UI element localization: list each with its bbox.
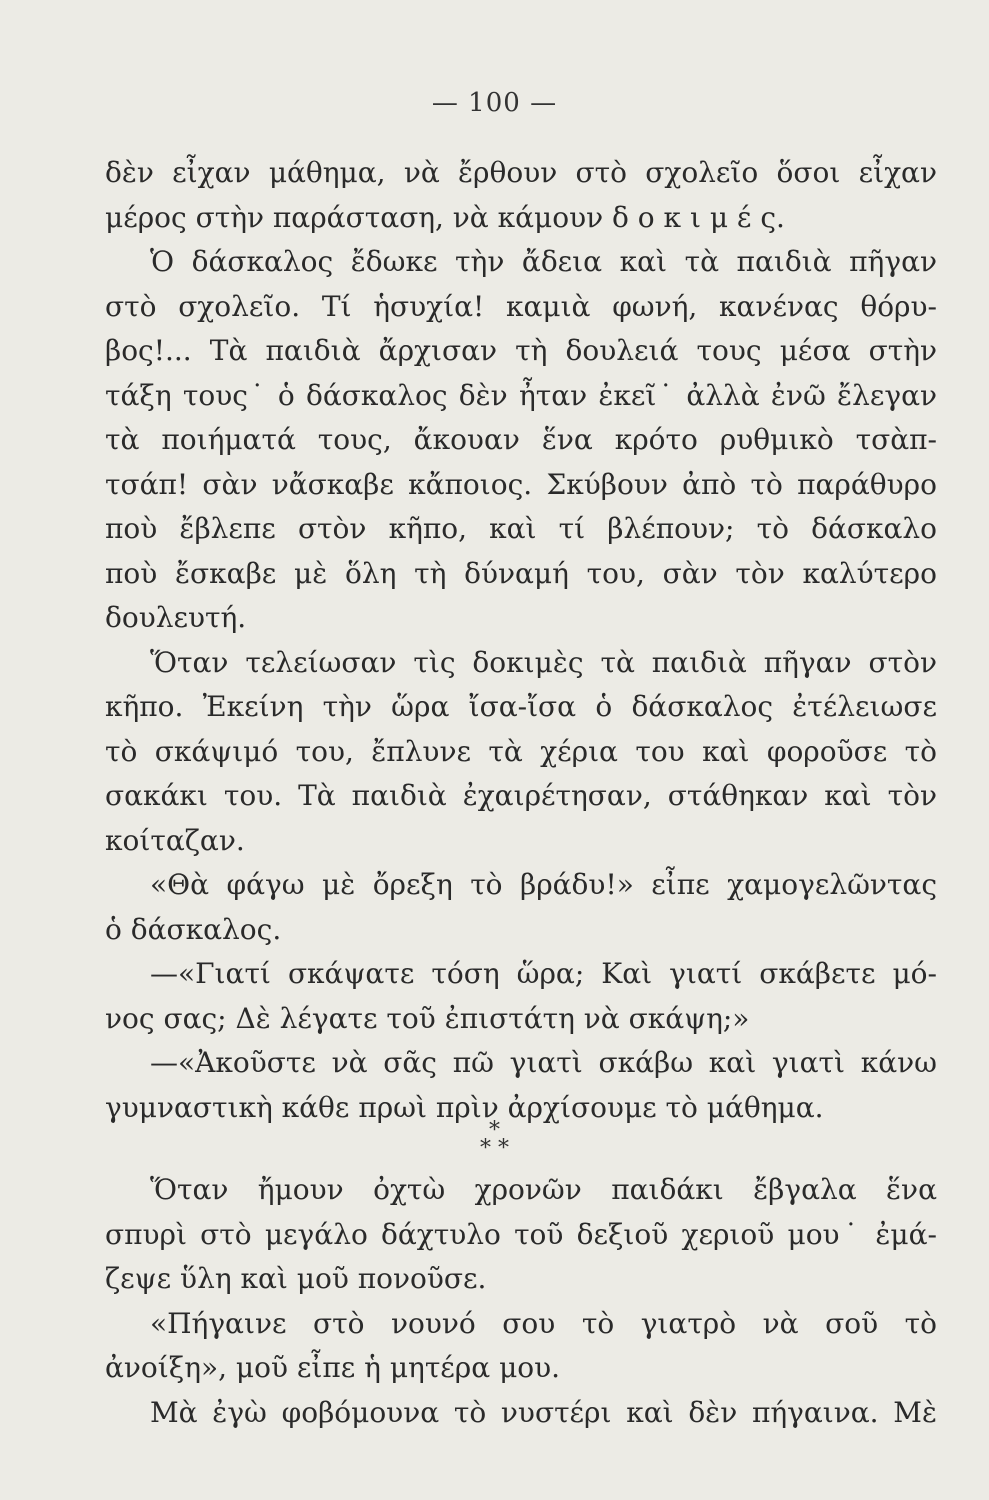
page-number: — 100 — [431,88,558,118]
text-line: τὸ σκάψιμό του, ἔπλυνε τὰ χέρια του καὶ φοροῦσε τὸ [105,735,937,768]
text-line: τσάπ! σὰν νἄσκαβε κἄποιος. Σκύβουν ἀπὸ τὸ παράθυρο [105,468,937,501]
text-line: γυμναστικὴ κάθε πρωὶ πρὶν ἀρχίσουμε τὸ μάθημα. [105,1091,824,1124]
text-line: «Θὰ φάγω μὲ ὄρεξη τὸ βράδυ!» εἶπε χαμογελῶντας [150,868,937,901]
text-line: τὰ ποιήματά τους, ἄκουαν ἕνα κρότο ρυθμικὸ τσὰπ- [105,423,937,456]
text-line: ποὺ ἔσκαβε μὲ ὅλη τὴ δύναμή του, σὰν τὸν καλύτερο [105,557,937,590]
asterism-bottom: * * [480,1136,509,1161]
section-asterism [0,1118,989,1161]
text-line: κῆπο. Ἐκείνη τὴν ὥρα ἴσα-ἴσα ὁ δάσκαλος ἐτέλειωσε [105,690,937,723]
text-line: Μὰ ἐγὼ φοβόμουνα τὸ νυστέρι καὶ δὲν πήγαινα. Μὲ [150,1396,937,1429]
text-line: —«Ἀκοῦστε νὰ σᾶς πῶ γιατὶ σκάβω καὶ γιατὶ κάνω [150,1046,937,1079]
text-line: σπυρὶ στὸ μεγάλο δάχτυλο τοῦ δεξιοῦ χεριοῦ μου˙ ἐμά- [105,1218,937,1251]
text-line: νος σας; Δὲ λέγατε τοῦ ἐπιστάτη νὰ σκάψη;» [105,1002,750,1035]
text-line: στὸ σχολεῖο. Τί ἡσυχία! καμιὰ φωνή, κανένας θόρυ- [105,290,937,323]
asterism-top: * [489,1118,500,1143]
text-line: μέρος στὴν παράσταση, νὰ κάμουν δ ο κ ι μ έ ς. [105,201,785,234]
text-line: σακάκι του. Τὰ παιδιὰ ἐχαιρέτησαν, στάθηκαν καὶ τὸν [105,779,937,812]
text-line: Ὅταν ἤμουν ὀχτὼ χρονῶν παιδάκι ἔβγαλα ἕνα [150,1173,937,1206]
text-line: δουλευτή. [105,601,247,634]
text-line: κοίταζαν. [105,824,245,857]
text-line: ἀνοίξη», μοῦ εἶπε ἡ μητέρα μου. [105,1351,561,1384]
text-line: «Πήγαινε στὸ νουνό σου τὸ γιατρὸ νὰ σοῦ τὸ [150,1307,937,1340]
text-line: ὁ δάσκαλος. [105,913,282,946]
text-line: βος!... Τὰ παιδιὰ ἄρχισαν τὴ δουλειά τους μέσα στὴν [105,334,937,367]
text-line: δὲν εἶχαν μάθημα, νὰ ἔρθουν στὸ σχολεῖο ὅσοι εἶχαν [105,156,937,189]
text-line: τάξη τους˙ ὁ δάσκαλος δὲν ἦταν ἐκεῖ˙ ἀλλὰ ἐνῶ ἔλεγαν [105,379,937,412]
text-line: Ὅταν τελείωσαν τὶς δοκιμὲς τὰ παιδιὰ πῆγαν στὸν [150,646,937,679]
text-line: ζεψε ὕλη καὶ μοῦ πονοῦσε. [105,1262,487,1295]
text-line: Ὁ δάσκαλος ἔδωκε τὴν ἄδεια καὶ τὰ παιδιὰ πῆγαν [150,245,937,278]
text-line: —«Γιατί σκάψατε τόση ὥρα; Καὶ γιατί σκάβετε μό- [150,957,937,990]
text-line: ποὺ ἔβλεπε στὸν κῆπο, καὶ τί βλέπουν; τὸ δάσκαλο [105,512,937,545]
